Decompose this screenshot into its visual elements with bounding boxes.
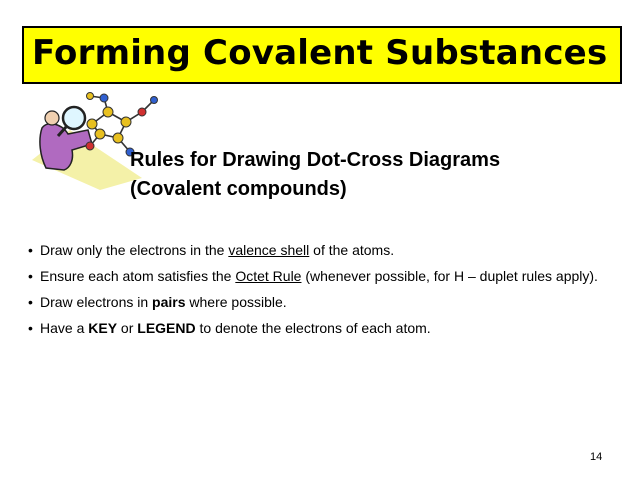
page-number: 14	[590, 451, 603, 463]
slide-title: Forming Covalent Substances	[32, 33, 608, 73]
list-item	[28, 264, 608, 288]
subtitle-line-1: Rules for Drawing Dot-Cross Diagrams	[130, 149, 501, 171]
bullet-text: Ensure each atom satisfies the	[40, 268, 236, 284]
subtitle-line-2: (Covalent compounds)	[130, 178, 347, 200]
list-item	[28, 238, 608, 262]
bullet-bold-term: pairs	[152, 294, 186, 310]
magnifier-lens	[63, 107, 85, 129]
list-item	[28, 316, 608, 340]
bullet-underlined-term: valence shell	[228, 242, 310, 258]
scientist-head	[45, 111, 59, 125]
list-item	[28, 290, 608, 314]
bullet-text: where possible.	[185, 294, 287, 310]
title-bar	[22, 26, 622, 84]
bullet-underlined-term: Octet Rule	[235, 268, 302, 284]
subtitle	[130, 146, 500, 204]
rules-list	[28, 238, 608, 342]
bullet-text: Draw only the electrons in the	[40, 242, 229, 258]
bullet-text: Draw electrons in	[40, 294, 153, 310]
bullet-text: or	[117, 320, 138, 336]
bullet-text: of the atoms.	[309, 242, 395, 258]
bullet-text: to denote the electrons of each atom.	[195, 320, 431, 336]
bullet-bold-term: KEY	[88, 320, 118, 336]
bullet-text: Have a	[40, 320, 89, 336]
bullet-text: (whenever possible, for H – duplet rules apply).	[301, 268, 598, 284]
bullet-bold-term: LEGEND	[137, 320, 196, 336]
